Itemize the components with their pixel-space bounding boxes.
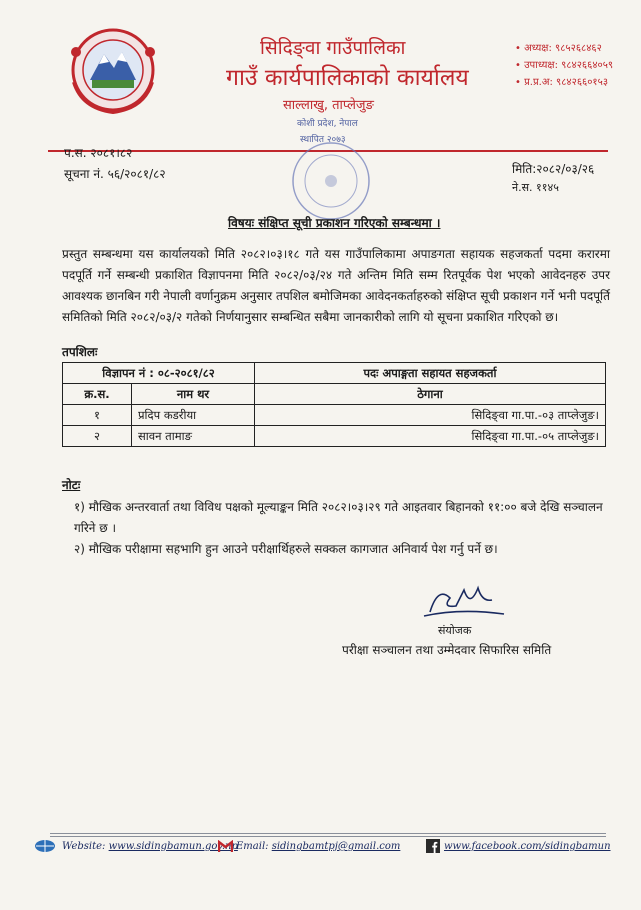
contact-chair: • अध्यक्ष: ९८५२६८४६२	[515, 43, 602, 54]
col-serial: क्र.स.	[63, 384, 132, 405]
row-serial: १	[63, 405, 132, 426]
advertisement-number: विज्ञापन नं : ०८-२०८१/८२	[63, 363, 255, 384]
note-item-1: १) मौखिक अन्तरवार्ता तथा विविध पक्षको मूल्याङ्कन मिति २०८२।०३।२९ गते आइतवार बिहानको ११:०० बजे देखि सञ्चालन गरिने छ ।	[74, 500, 603, 535]
contact-list	[515, 40, 613, 91]
letter-number: प.स. २०८१।८२	[64, 146, 133, 160]
committee-name: परीक्षा सञ्चालन तथा उम्मेदवार सिफारिस समिति	[342, 643, 552, 657]
footer-divider	[50, 833, 606, 834]
contact-cao: • प्र.प्र.अ: ९८४२६६०१५३	[515, 77, 609, 88]
row-serial: २	[63, 426, 132, 447]
note-heading: नोटः	[62, 478, 81, 492]
signature-icon	[420, 578, 510, 620]
footer-divider-2	[50, 836, 606, 837]
contact-vice-chair: • उपाध्यक्ष: ९८४२६६४०५९	[515, 60, 614, 71]
municipality-name: सिदिङ्वा गाउँपालिका	[260, 37, 406, 59]
row-address: सिदिङ्वा गा.पा.-०३ ताप्लेजुङ।	[255, 405, 606, 426]
website-link[interactable]: www.sidingbamun.gov.np	[108, 841, 238, 852]
facebook-link[interactable]: www.facebook.com/sidingbamun	[444, 841, 611, 852]
row-name: सावन तामाङ	[132, 426, 255, 447]
office-stamp-icon	[290, 140, 372, 222]
globe-icon	[34, 839, 56, 853]
facebook-icon	[426, 839, 440, 853]
table-row	[63, 426, 606, 447]
shortlist-table	[62, 362, 606, 447]
email-link[interactable]: sidingbamtpj@gmail.com	[271, 841, 401, 852]
row-name: प्रदिप कडरीया	[132, 405, 255, 426]
details-heading: तपशिलः	[62, 345, 98, 359]
footer-facebook	[444, 841, 611, 852]
municipality-emblem-icon	[62, 22, 164, 118]
table-header-columns	[63, 384, 606, 405]
established-year: स्थापित २०७३	[300, 135, 346, 145]
nepal-sambat-date: ने.स. ११४५	[512, 181, 559, 194]
table-row	[63, 405, 606, 426]
office-address: साल्लाखु, ताप्लेजुङ	[283, 98, 374, 113]
notice-subject: विषयः संक्षिप्त सूची प्रकाशन गरिएको सम्बन्धमा ।	[228, 216, 441, 230]
province-name: कोशी प्रदेश, नेपाल	[297, 119, 358, 129]
gmail-icon	[218, 840, 233, 853]
footer-email: Email: sidingbamtpj@gmail.com	[236, 841, 400, 852]
row-address: सिदिङ्वा गा.पा.-०५ ताप्लेजुङ।	[255, 426, 606, 447]
office-name: गाउँ कार्यपालिकाको कार्यालय	[226, 65, 469, 91]
notice-number: सूचना नं. ५६/२०८१/८२	[64, 167, 166, 181]
signatory-title: संयोजक	[438, 624, 472, 637]
table-header-top	[63, 363, 606, 384]
notice-date: मिति:२०८२/०३/२६	[512, 162, 595, 176]
position-title: पदः अपाङ्गता सहायत सहजकर्ता	[255, 363, 606, 384]
col-name: नाम थर	[132, 384, 255, 405]
col-address: ठेगाना	[255, 384, 606, 405]
note-item-2: २) मौखिक परीक्षामा सहभागि हुन आउने परीक्षार्थिहरुले सक्कल कागजात अनिवार्य पेश गर्नु पर्ने छ।	[74, 542, 498, 556]
notice-body: प्रस्तुत सम्बन्धमा यस कार्यालयको मिति २०८२।०३।१८ गते यस गाउँपालिकामा अपाङगता सहायक सहजकर्ता पदमा करारमा पदपूर्ति गर्ने सम्बन्धी प्रकाशित विज्ञापनमा मिति २०८२/०३/२४ गते अन्तिम मिति सम्म रितपूर्वक पेश भएको आवेदनहरु उपर आवश्यक छानबिन गरी नेपाली वर्णानुक्रम अनुसार तपशिल बमोजिमका आवेदनकर्ताहरुको संक्षिप्त सूची प्रकाशन गर्ने भनी पदपूर्ति समितिको मिति २०८२/०३/२ गतेको निर्णयानुसार सम्बन्धित सबैमा जानकारीको लागि यो सूचना प्रकाशित गरिएको छ।	[62, 247, 610, 324]
footer-website: Website: www.sidingbamun.gov.np	[62, 841, 238, 852]
